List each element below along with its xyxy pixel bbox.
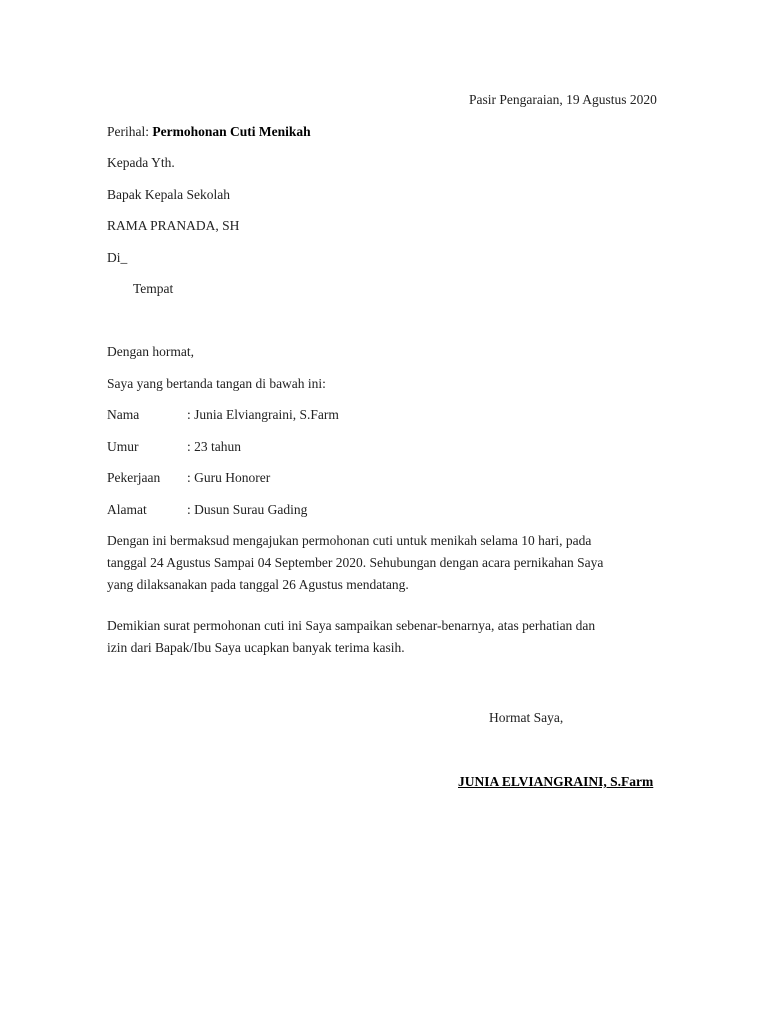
- recipient-line-3: RAMA PRANADA, SH: [107, 218, 240, 233]
- place-date: Pasir Pengaraian, 19 Agustus 2020: [469, 92, 657, 107]
- closing-salutation: Hormat Saya,: [489, 710, 564, 725]
- closing-line-1: Demikian surat permohonan cuti ini Saya sampaikan sebenar-benarnya, atas perhatian dan: [107, 618, 596, 633]
- closing-paragraph: [107, 615, 667, 659]
- body-line-3: yang dilaksanakan pada tanggal 26 Agustus mendatang.: [107, 577, 409, 592]
- identity-value-age: : 23 tahun: [187, 439, 241, 454]
- identity-label-name: Nama: [107, 407, 140, 422]
- identity-value-name: : Junia Elviangraini, S.Farm: [187, 407, 339, 422]
- body-line-1: Dengan ini bermaksud mengajukan permohonan cuti untuk menikah selama 10 hari, pada: [107, 533, 592, 548]
- closing-line-2: izin dari Bapak/Ibu Saya ucapkan banyak terima kasih.: [107, 640, 405, 655]
- subject-line: [107, 124, 311, 140]
- recipient-line-2: Bapak Kepala Sekolah: [107, 187, 230, 202]
- body-paragraph: [107, 530, 667, 596]
- subject-label: Perihal:: [107, 124, 153, 139]
- subject-text: Permohonan Cuti Menikah: [152, 124, 311, 139]
- identity-label-address: Alamat: [107, 502, 147, 517]
- recipient-line-4: Di_: [107, 250, 128, 265]
- body-line-2: tanggal 24 Agustus Sampai 04 September 2020. Sehubungan dengan acara pernikahan Saya: [107, 555, 604, 570]
- intro: Saya yang bertanda tangan di bawah ini:: [107, 376, 326, 391]
- recipient-line-5: Tempat: [133, 281, 174, 296]
- identity-value-job: : Guru Honorer: [187, 470, 271, 485]
- signature-name: JUNIA ELVIANGRAINI, S.Farm: [458, 774, 654, 789]
- identity-label-age: Umur: [107, 439, 139, 454]
- identity-label-job: Pekerjaan: [107, 470, 161, 485]
- recipient-line-1: Kepada Yth.: [107, 155, 175, 170]
- greeting: Dengan hormat,: [107, 344, 194, 359]
- identity-value-address: : Dusun Surau Gading: [187, 502, 308, 517]
